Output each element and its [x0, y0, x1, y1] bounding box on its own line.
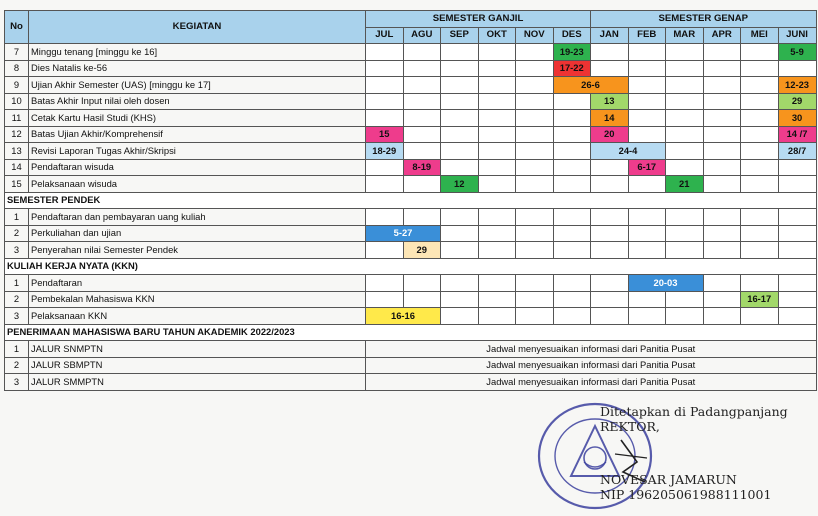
month-cell [628, 60, 666, 77]
month-cell [553, 225, 591, 242]
month-cell [516, 209, 554, 226]
table-row [5, 357, 817, 374]
month-cell [441, 275, 479, 292]
month-header-jan: JAN [591, 27, 629, 44]
month-cell [553, 176, 591, 193]
month-cell [441, 44, 479, 61]
month-cell [591, 225, 629, 242]
month-cell [703, 93, 741, 110]
month-cell [403, 44, 441, 61]
schedule-bar: 8-19 [403, 159, 441, 176]
activity-label: Cetak Kartu Hasil Studi (KHS) [29, 110, 366, 127]
month-cell [516, 60, 554, 77]
schedule-bar: 19-23 [553, 44, 591, 61]
month-header-feb: FEB [628, 27, 666, 44]
table-row [5, 143, 817, 160]
signature-block [600, 404, 788, 502]
month-cell [666, 77, 704, 94]
section-title: SEMESTER PENDEK [5, 192, 817, 209]
month-cell [516, 225, 554, 242]
month-cell [591, 242, 629, 259]
month-cell [741, 126, 779, 143]
month-cell [553, 110, 591, 127]
month-cell [516, 159, 554, 176]
table-row [5, 93, 817, 110]
schedule-bar: 6-17 [628, 159, 666, 176]
month-cell [403, 176, 441, 193]
month-cell [666, 159, 704, 176]
month-cell [703, 126, 741, 143]
month-cell [516, 110, 554, 127]
schedule-bar: 16-16 [366, 308, 441, 325]
month-cell [366, 159, 404, 176]
month-cell [741, 275, 779, 292]
row-number: 10 [5, 93, 29, 110]
month-cell [591, 60, 629, 77]
month-cell [741, 176, 779, 193]
month-cell [403, 126, 441, 143]
month-cell [516, 93, 554, 110]
row-number: 3 [5, 242, 29, 259]
row-number: 3 [5, 374, 29, 391]
month-cell [741, 93, 779, 110]
month-cell [441, 242, 479, 259]
schedule-bar: 12 [441, 176, 479, 193]
month-cell [441, 126, 479, 143]
row-number: 2 [5, 291, 29, 308]
month-cell [366, 291, 404, 308]
activity-label: Ujian Akhir Semester (UAS) [minggu ke 17] [29, 77, 366, 94]
month-cell [478, 44, 516, 61]
month-cell [778, 242, 816, 259]
schedule-bar: 14 /7 [778, 126, 816, 143]
activity-label: Pembekalan Mahasiswa KKN [29, 291, 366, 308]
month-cell [366, 44, 404, 61]
schedule-note: Jadwal menyesuaikan informasi dari Panitia Pusat [366, 374, 817, 391]
header-semester-ganjil: SEMESTER GANJIL [366, 11, 591, 28]
row-number: 2 [5, 225, 29, 242]
month-cell [478, 308, 516, 325]
month-cell [741, 77, 779, 94]
activity-label: Pendaftaran wisuda [29, 159, 366, 176]
table-row [5, 209, 817, 226]
month-cell [403, 209, 441, 226]
month-cell [553, 126, 591, 143]
row-number: 1 [5, 275, 29, 292]
schedule-bar: 28/7 [778, 143, 816, 160]
month-cell [741, 209, 779, 226]
month-cell [703, 308, 741, 325]
section-title: PENERIMAAN MAHASISWA BARU TAHUN AKADEMIK 2022/2023 [5, 324, 817, 341]
month-cell [366, 93, 404, 110]
month-cell [366, 242, 404, 259]
month-cell [628, 308, 666, 325]
month-cell [703, 60, 741, 77]
month-cell [666, 93, 704, 110]
month-cell [441, 308, 479, 325]
schedule-note: Jadwal menyesuaikan informasi dari Panitia Pusat [366, 357, 817, 374]
month-cell [441, 110, 479, 127]
month-cell [478, 93, 516, 110]
month-header-mei: MEI [741, 27, 779, 44]
month-cell [778, 209, 816, 226]
month-cell [441, 77, 479, 94]
month-cell [403, 291, 441, 308]
month-cell [441, 225, 479, 242]
month-cell [741, 143, 779, 160]
section-header-row [5, 258, 817, 275]
month-cell [778, 275, 816, 292]
month-cell [666, 60, 704, 77]
month-cell [628, 93, 666, 110]
row-number: 8 [5, 60, 29, 77]
table-row [5, 176, 817, 193]
col-header-kegiatan: KEGIATAN [29, 11, 366, 44]
month-cell [478, 159, 516, 176]
schedule-bar: 14 [591, 110, 629, 127]
schedule-bar: 5-9 [778, 44, 816, 61]
month-cell [703, 44, 741, 61]
col-header-no: No [5, 11, 29, 44]
month-cell [703, 143, 741, 160]
month-cell [441, 159, 479, 176]
month-cell [441, 93, 479, 110]
schedule-bar: 29 [778, 93, 816, 110]
schedule-bar: 15 [366, 126, 404, 143]
row-number: 13 [5, 143, 29, 160]
month-cell [591, 159, 629, 176]
activity-label: Batas Ujian Akhir/Komprehensif [29, 126, 366, 143]
month-cell [366, 209, 404, 226]
table-row [5, 341, 817, 358]
month-cell [778, 225, 816, 242]
activity-label: Pelaksanaan wisuda [29, 176, 366, 193]
table-row [5, 225, 817, 242]
month-cell [741, 159, 779, 176]
month-cell [516, 291, 554, 308]
row-number: 11 [5, 110, 29, 127]
month-cell [628, 291, 666, 308]
month-cell [478, 209, 516, 226]
month-cell [666, 44, 704, 61]
activity-label: Revisi Laporan Tugas Akhir/Skripsi [29, 143, 366, 160]
row-number: 9 [5, 77, 29, 94]
month-cell [516, 44, 554, 61]
month-cell [591, 44, 629, 61]
row-number: 1 [5, 341, 29, 358]
month-cell [628, 242, 666, 259]
month-cell [516, 275, 554, 292]
month-cell [628, 110, 666, 127]
month-header-sep: SEP [441, 27, 479, 44]
month-cell [703, 242, 741, 259]
row-number: 14 [5, 159, 29, 176]
section-title: KULIAH KERJA NYATA (KKN) [5, 258, 817, 275]
month-cell [366, 275, 404, 292]
month-cell [478, 225, 516, 242]
schedule-bar: 30 [778, 110, 816, 127]
month-cell [591, 275, 629, 292]
month-cell [703, 110, 741, 127]
month-cell [478, 126, 516, 143]
schedule-bar: 13 [591, 93, 629, 110]
month-cell [478, 275, 516, 292]
month-cell [741, 60, 779, 77]
month-cell [403, 60, 441, 77]
month-cell [778, 291, 816, 308]
month-header-jul: JUL [366, 27, 404, 44]
schedule-note: Jadwal menyesuaikan informasi dari Panitia Pusat [366, 341, 817, 358]
month-cell [366, 110, 404, 127]
signature-nip: NIP 196205061988111001 [600, 487, 772, 502]
month-cell [553, 143, 591, 160]
admission-path-label: JALUR SMMPTN [29, 374, 366, 391]
row-number: 7 [5, 44, 29, 61]
month-cell [703, 209, 741, 226]
header-semester-genap: SEMESTER GENAP [591, 11, 817, 28]
month-cell [366, 176, 404, 193]
table-row [5, 60, 817, 77]
month-cell [628, 225, 666, 242]
section-header-row [5, 192, 817, 209]
month-cell [516, 176, 554, 193]
month-cell [441, 209, 479, 226]
month-cell [741, 225, 779, 242]
schedule-bar: 20 [591, 126, 629, 143]
month-cell [778, 308, 816, 325]
month-cell [778, 176, 816, 193]
month-cell [478, 110, 516, 127]
table-row [5, 110, 817, 127]
month-cell [703, 291, 741, 308]
month-cell [366, 77, 404, 94]
schedule-bar: 21 [666, 176, 704, 193]
activity-label: Pendaftaran dan pembayaran uang kuliah [29, 209, 366, 226]
schedule-bar: 24-4 [591, 143, 666, 160]
month-cell [741, 44, 779, 61]
month-cell [628, 44, 666, 61]
activity-label: Batas Akhir Input nilai oleh dosen [29, 93, 366, 110]
table-row [5, 308, 817, 325]
activity-label: Pelaksanaan KKN [29, 308, 366, 325]
schedule-bar: 5-27 [366, 225, 441, 242]
month-cell [628, 176, 666, 193]
month-cell [703, 77, 741, 94]
month-cell [441, 60, 479, 77]
schedule-bar: 16-17 [741, 291, 779, 308]
table-row [5, 77, 817, 94]
table-row [5, 275, 817, 292]
month-cell [403, 77, 441, 94]
month-cell [478, 77, 516, 94]
month-cell [516, 242, 554, 259]
admission-path-label: JALUR SBMPTN [29, 357, 366, 374]
section-header-row [5, 324, 817, 341]
month-cell [441, 291, 479, 308]
month-cell [403, 110, 441, 127]
signature-place: Ditetapkan di Padangpanjang [600, 404, 788, 419]
month-cell [441, 143, 479, 160]
month-cell [666, 209, 704, 226]
schedule-bar: 26-6 [553, 77, 628, 94]
activity-label: Minggu tenang [minggu ke 16] [29, 44, 366, 61]
month-cell [778, 60, 816, 77]
academic-calendar-table [4, 10, 817, 391]
month-cell [366, 60, 404, 77]
signature-role: REKTOR, [600, 419, 660, 434]
table-row [5, 291, 817, 308]
month-cell [516, 77, 554, 94]
month-cell [666, 225, 704, 242]
table-row [5, 159, 817, 176]
month-cell [403, 143, 441, 160]
month-cell [741, 308, 779, 325]
row-number: 1 [5, 209, 29, 226]
table-row [5, 126, 817, 143]
signature-name: NOVESAR JAMARUN [600, 472, 737, 487]
month-cell [516, 126, 554, 143]
month-cell [553, 209, 591, 226]
month-cell [553, 275, 591, 292]
month-cell [666, 291, 704, 308]
row-number: 12 [5, 126, 29, 143]
activity-label: Perkuliahan dan ujian [29, 225, 366, 242]
activity-label: Pendaftaran [29, 275, 366, 292]
month-cell [478, 176, 516, 193]
month-header-apr: APR [703, 27, 741, 44]
month-cell [516, 308, 554, 325]
month-cell [553, 308, 591, 325]
month-header-agu: AGU [403, 27, 441, 44]
schedule-bar: 29 [403, 242, 441, 259]
month-cell [703, 275, 741, 292]
activity-label: Dies Natalis ke-56 [29, 60, 366, 77]
month-cell [628, 77, 666, 94]
activity-label: Penyerahan nilai Semester Pendek [29, 242, 366, 259]
month-cell [741, 110, 779, 127]
month-cell [478, 60, 516, 77]
month-header-des: DES [553, 27, 591, 44]
schedule-bar: 18-29 [366, 143, 404, 160]
month-header-juni: JUNI [778, 27, 816, 44]
month-cell [666, 110, 704, 127]
month-cell [703, 225, 741, 242]
month-cell [666, 242, 704, 259]
row-number: 3 [5, 308, 29, 325]
month-cell [703, 159, 741, 176]
admission-path-label: JALUR SNMPTN [29, 341, 366, 358]
schedule-bar: 20-03 [628, 275, 703, 292]
row-number: 15 [5, 176, 29, 193]
month-cell [591, 308, 629, 325]
month-cell [516, 143, 554, 160]
month-cell [553, 291, 591, 308]
month-cell [553, 159, 591, 176]
month-header-okt: OKT [478, 27, 516, 44]
table-row [5, 242, 817, 259]
month-cell [553, 242, 591, 259]
month-cell [478, 291, 516, 308]
month-cell [478, 242, 516, 259]
month-cell [666, 143, 704, 160]
month-cell [778, 159, 816, 176]
schedule-bar: 12-23 [778, 77, 816, 94]
month-cell [703, 176, 741, 193]
month-header-mar: MAR [666, 27, 704, 44]
table-row [5, 44, 817, 61]
schedule-bar: 17-22 [553, 60, 591, 77]
month-cell [666, 308, 704, 325]
table-row [5, 374, 817, 391]
month-cell [628, 126, 666, 143]
month-cell [591, 209, 629, 226]
month-cell [403, 93, 441, 110]
month-cell [403, 275, 441, 292]
month-cell [478, 143, 516, 160]
month-cell [591, 176, 629, 193]
month-cell [741, 242, 779, 259]
month-header-nov: NOV [516, 27, 554, 44]
month-cell [628, 209, 666, 226]
month-cell [666, 126, 704, 143]
row-number: 2 [5, 357, 29, 374]
month-cell [591, 291, 629, 308]
month-cell [553, 93, 591, 110]
